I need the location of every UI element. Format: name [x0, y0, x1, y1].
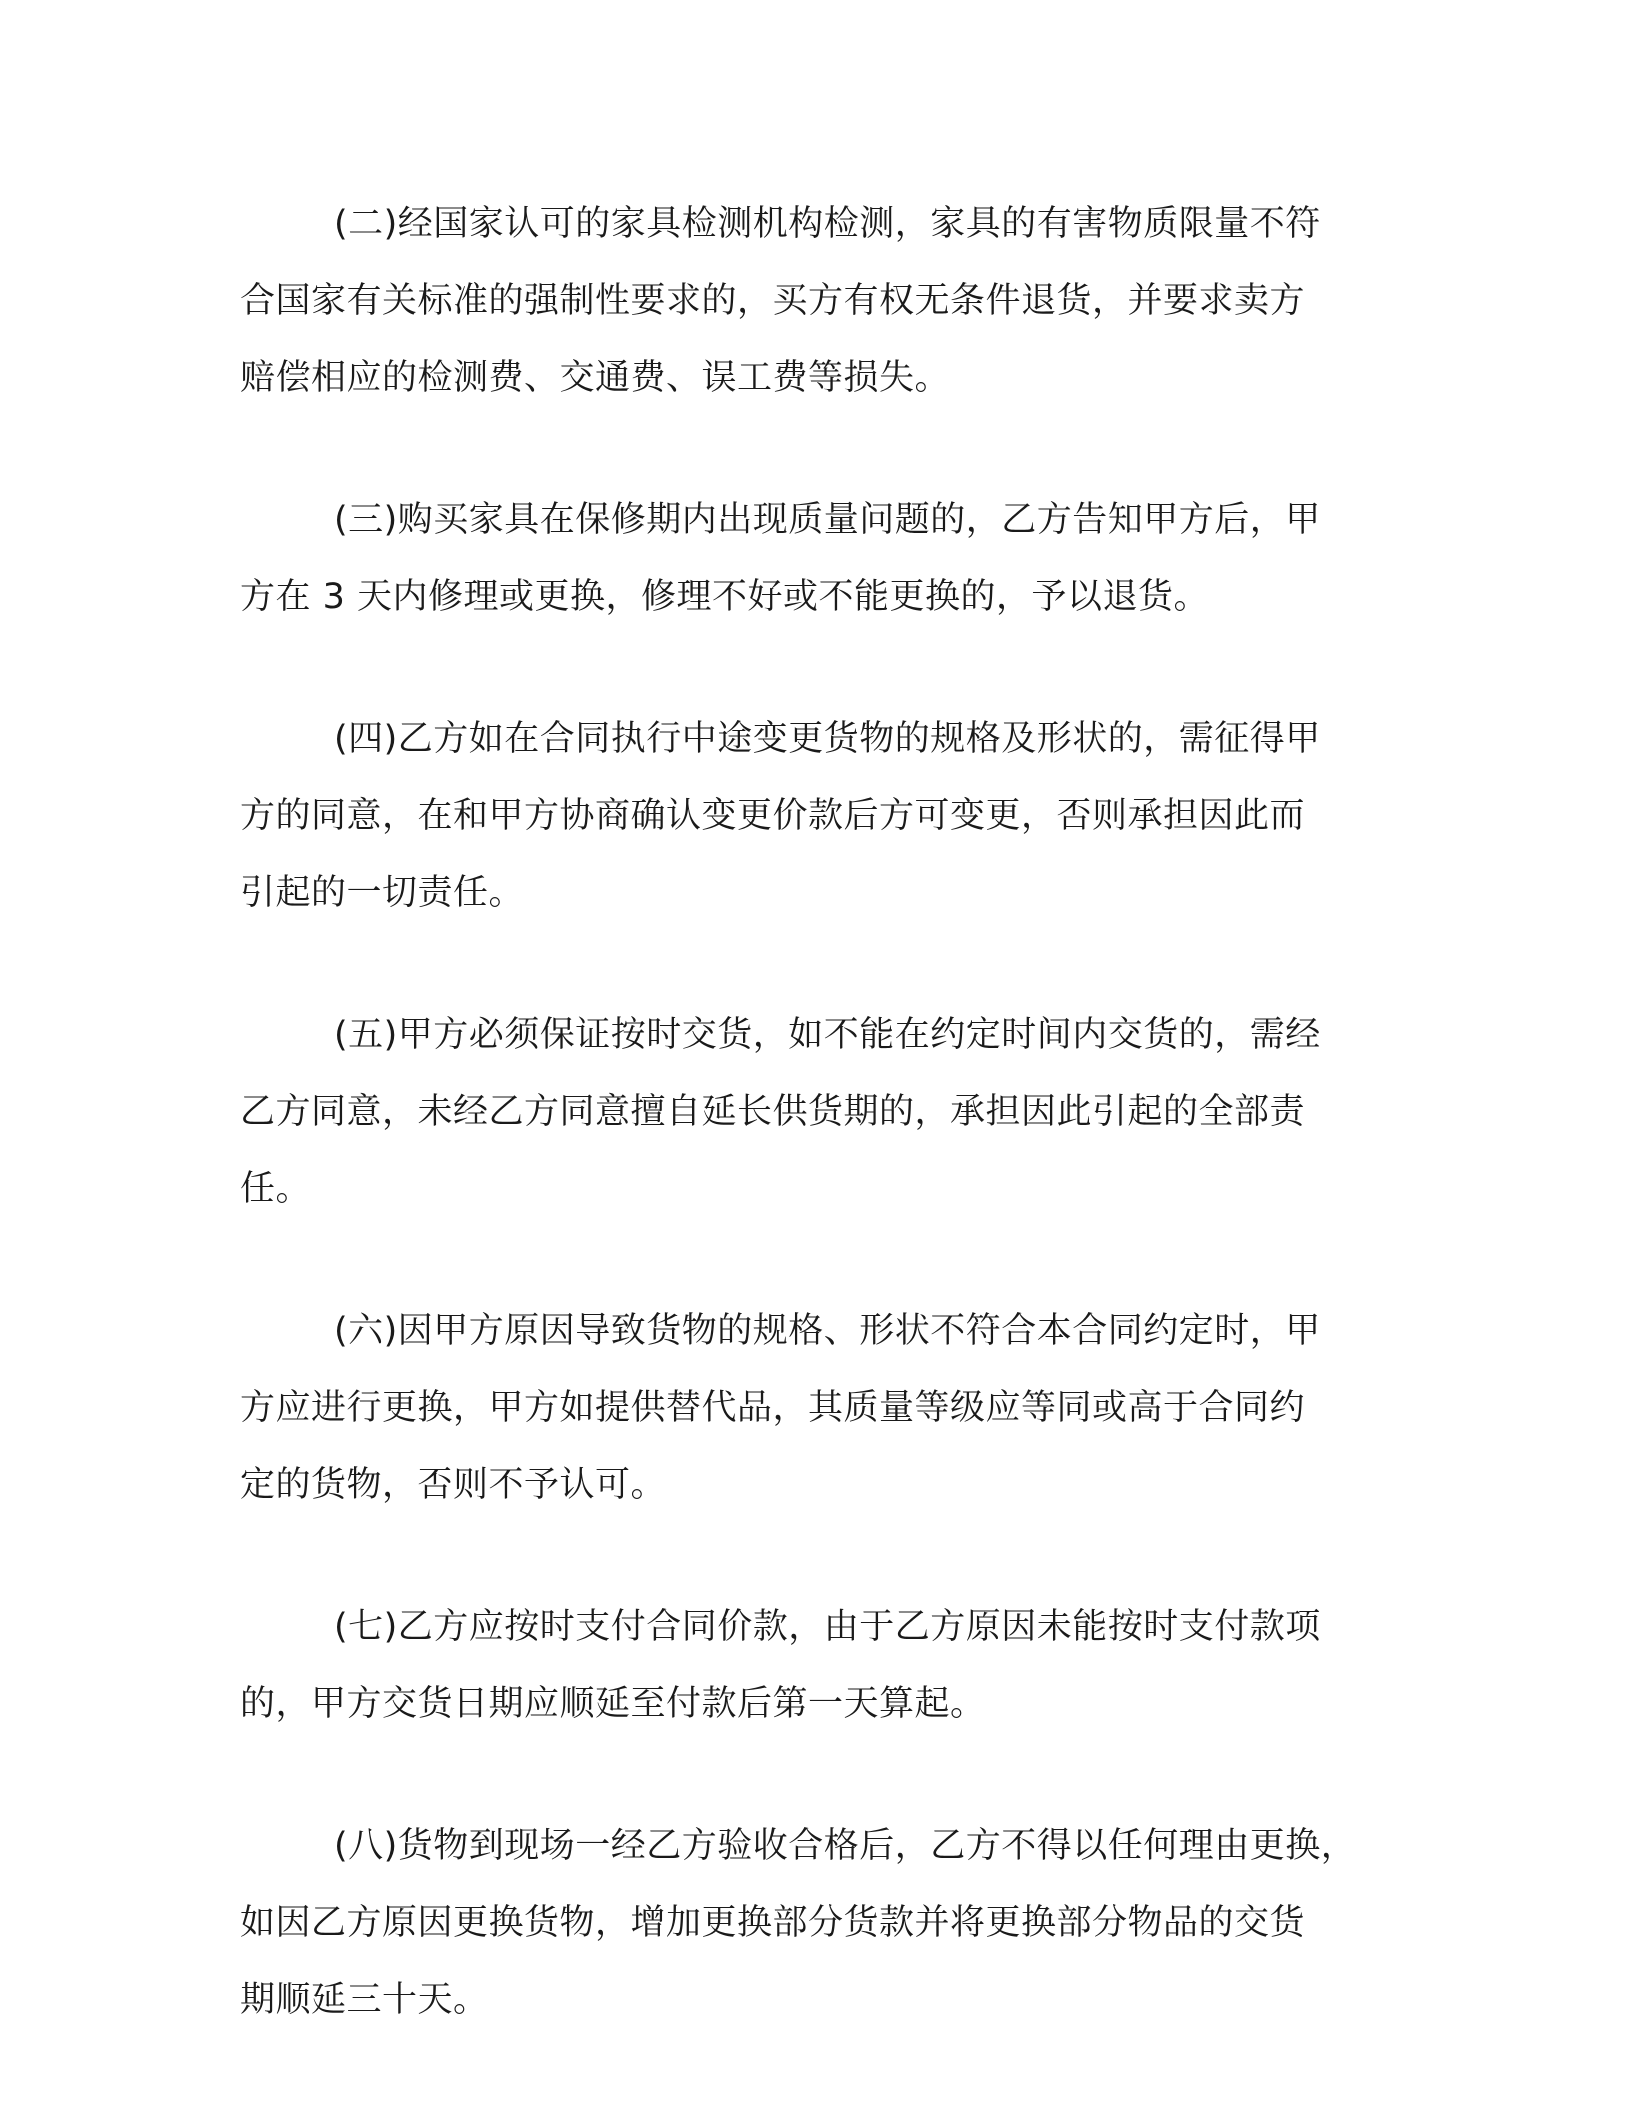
clause-line: 定的货物，否则不予认可。: [240, 1465, 667, 1505]
clause-line: (三)购买家具在保修期内出现质量问题的，乙方告知甲方后，甲: [334, 500, 1321, 540]
clause-line: 的，甲方交货日期应顺延至付款后第一天算起。: [240, 1684, 986, 1724]
clause-line: 引起的一切责任。: [240, 873, 525, 913]
clause-line: 方应进行更换，甲方如提供替代品，其质量等级应等同或高于合同约: [240, 1388, 1306, 1428]
clause-8: [240, 1808, 1396, 2039]
clause-line: 方的同意，在和甲方协商确认变更价款后方可变更，否则承担因此而: [240, 796, 1306, 836]
document-body: [240, 186, 1396, 2104]
clause-line: 任。: [240, 1169, 312, 1209]
clause-line: (八)货物到现场一经乙方验收合格后，乙方不得以任何理由更换，: [334, 1826, 1357, 1866]
clause-line: (五)甲方必须保证按时交货，如不能在约定时间内交货的，需经: [334, 1015, 1321, 1055]
clause-4: [240, 701, 1396, 932]
clause-line: 方在 3 天内修理或更换，修理不好或不能更换的，予以退货。: [240, 577, 1210, 617]
clause-6: [240, 1293, 1396, 1524]
clause-line: (四)乙方如在合同执行中途变更货物的规格及形状的，需征得甲: [334, 719, 1321, 759]
clause-line: (二)经国家认可的家具检测机构检测，家具的有害物质限量不符: [334, 204, 1321, 244]
clause-2: [240, 186, 1396, 417]
clause-5: [240, 997, 1396, 1228]
clause-line: 期顺延三十天。: [240, 1980, 489, 2020]
clause-line: 如因乙方原因更换货物，增加更换部分货款并将更换部分物品的交货: [240, 1903, 1306, 1943]
clause-line: 乙方同意，未经乙方同意擅自延长供货期的，承担因此引起的全部责: [240, 1092, 1306, 1132]
clause-line: (六)因甲方原因导致货物的规格、形状不符合本合同约定时，甲: [334, 1311, 1321, 1351]
clause-line: 合国家有关标准的强制性要求的，买方有权无条件退货，并要求卖方: [240, 281, 1306, 321]
clause-3: [240, 482, 1396, 636]
clause-7: [240, 1589, 1396, 1743]
clause-line: (七)乙方应按时支付合同价款，由于乙方原因未能按时支付款项: [334, 1607, 1321, 1647]
clause-line: 赔偿相应的检测费、交通费、误工费等损失。: [240, 358, 951, 398]
